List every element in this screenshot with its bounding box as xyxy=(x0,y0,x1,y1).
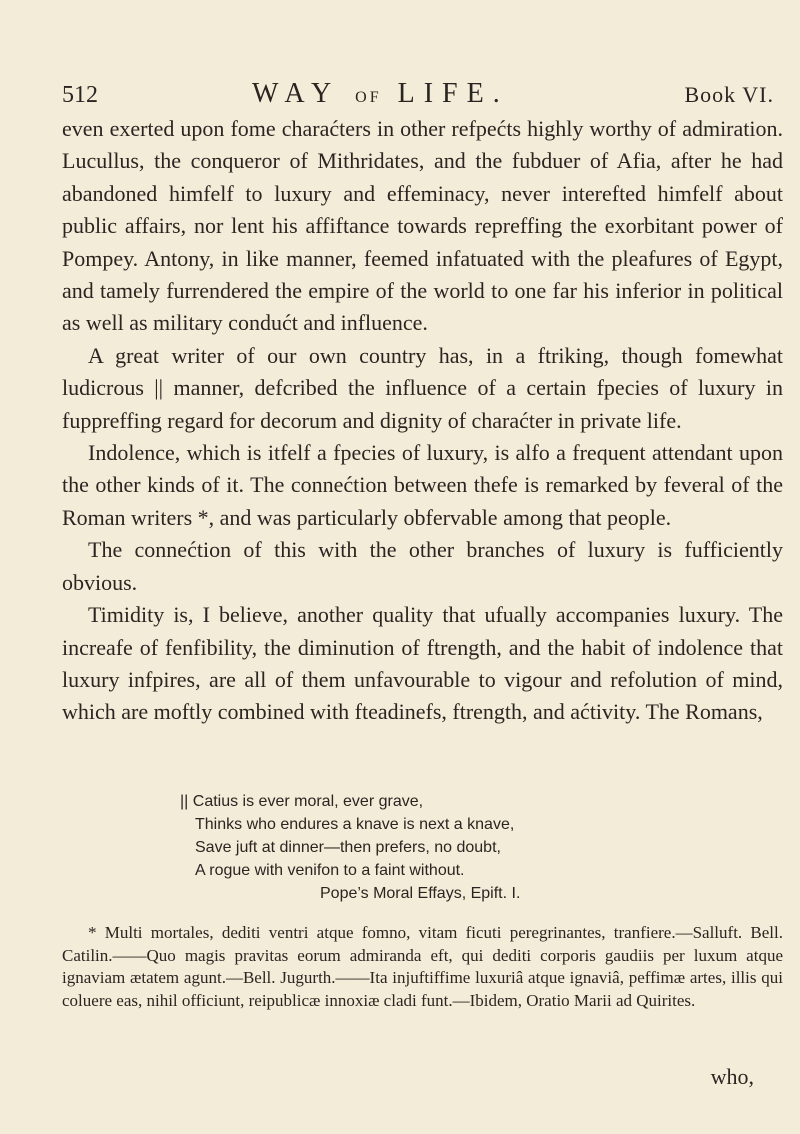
verse-line-2: Thinks who endures a knave is next a knave, xyxy=(195,816,515,833)
verse-line-1: || Catius is ever moral, ever grave, xyxy=(180,793,424,810)
running-title xyxy=(252,78,509,110)
paragraph-5: Timidity is, I believe, another quality that ufually accompanies luxury. The increafe of fenfibility, the diminution of ftrength, and the habit of indolence that luxury infpires, are all of them unfavourable to vigour and refolution of mind, which are moftly combined with fteadinefs, ftrength, and aćtivity. The Romans, xyxy=(62,602,783,725)
running-header xyxy=(62,80,774,114)
paragraph-2: A great writer of our own country has, in a ftriking, though fomewhat ludicrous || manner, defcribed the influence of a certain fpecies of luxury in fuppreffing regard for decorum and dignity of charaćter in private life. xyxy=(62,342,783,433)
footnote-latin xyxy=(62,922,783,1012)
paragraph-3: Indolence, which is itfelf a fpecies of luxury, is alfo a frequent attendant upon the other kinds of it. The connećtion between thefe is remarked by feveral of the Roman writers *, and was particularly obfervable among that people. xyxy=(62,440,783,530)
running-title-way: WAY xyxy=(252,78,340,109)
verse-line-3: Save juft at dinner—then prefers, no doubt, xyxy=(195,839,501,856)
running-title-of: OF xyxy=(355,89,382,106)
latin-footnote-text: * Multi mortales, dediti ventri atque fomno, vitam ficuti peregrinantes, tranfiere.—Salluft. Bell. Catilin.——Quo magis pravitas eorum admiranda eft, qui dediti corporis gaudiis per luxum atque ignaviam ætatem agunt.—Bell. Jugurth.——Ita injuftiffime luxuriâ atque ignaviâ, peffimæ artes, illis qui coluere eas, nihil officiunt, reipublicæ innoxiæ cladi funt.—Ibidem, Oratio Marii ad Quirites. xyxy=(62,923,783,1010)
book-number: Book VI. xyxy=(684,82,774,107)
verse-line-4: A rogue with venifon to a faint without. xyxy=(195,862,465,879)
main-text xyxy=(62,113,783,729)
verse-source: Pope’s Moral Effays, Epift. I. xyxy=(320,885,521,902)
paragraph-1: even exerted upon fome charaćters in other refpećts highly worthy of admiration. Lucullus, the conqueror of Mithridates, and the fubduer of Afia, after he had abandoned himfelf to luxury and effeminacy, never interefted himfelf about public affairs, nor lent his affiftance towards repreffing the exorbitant power of Pompey. Antony, in like manner, feemed infatuated with the pleafures of Egypt, and tamely furrendered the empire of the world to one far his inferior in political as well as military condućt and influence. xyxy=(62,116,783,336)
paragraph-4: The connećtion of this with the other branches of luxury is fufficiently obvious. xyxy=(62,537,783,595)
catchword: who, xyxy=(710,1064,754,1089)
page-number: 512 xyxy=(62,82,98,108)
footnote-verse xyxy=(180,790,740,905)
running-title-life: LIFE. xyxy=(397,78,509,109)
